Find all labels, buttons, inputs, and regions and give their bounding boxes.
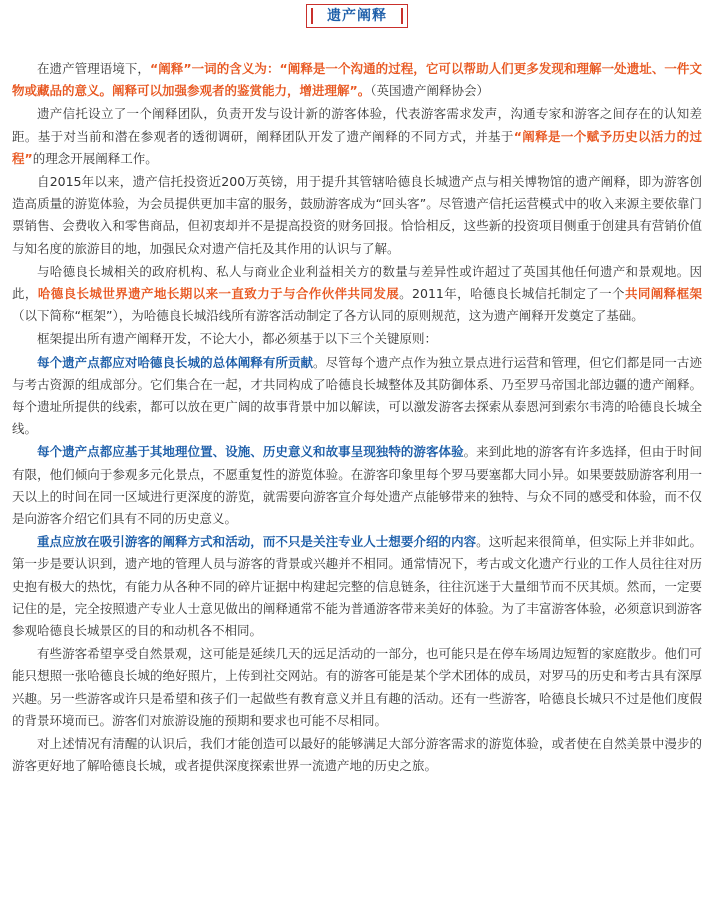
text-segment: （以下简称“框架”），为哈德良长城沿线所有游客活动制定了各方认同的原则规范，这为遗产阐释开发奠定了基础。 [12, 308, 644, 324]
paragraph-principle-2 [12, 441, 702, 530]
text-segment: 与哈德良长城相关的政府机构、私人与商业企业利益相关方的数量与差异性或许超过了英国其他任何遗产和景观地。因此， [12, 263, 702, 302]
section-title: 遗产阐释 [306, 4, 408, 28]
title-area [12, 0, 702, 34]
text-segment: （英国遗产阐释协会） [370, 83, 489, 99]
paragraph-investment [12, 171, 702, 260]
highlight-blue: 每个遗产点都应基于其地理位置、设施、历史意义和故事呈现独特的游客体验 [37, 444, 464, 460]
text-segment: 在遗产管理语境下， [37, 61, 150, 76]
paragraph-team [12, 103, 702, 170]
text-segment: 对上述情况有清醒的认识后，我们才能创造可以最好的能够满足大部分游客需求的游览体验，或者使在自然美景中漫步的游客更好地了解哈德良长城，或者提供深度探索世界一流遗产地的历史之旅。 [12, 736, 702, 774]
text-segment: 的理念开展阐释工作。 [32, 150, 158, 166]
paragraph-conclusion [12, 733, 702, 777]
paragraph-principle-3 [12, 531, 702, 642]
text-segment: 自2015年以来，遗产信托投资近200万英镑，用于提升其管辖哈德良长城遗产点与相关博物馆的遗产阐释，即为游客创造高质量的游览体验，为会员提供更加丰富的服务，鼓励游客成为“回头客”。尽管遗产信托运营模式中的收入来源主要依靠门票销售、会费收入和零售商品，但初衷却并不是提高投资的财务回报。恰恰相反，这些新的投资项目侧重于创建具有营销价值与知名度的旅游目的地，加强民众对遗产信托及其作用的认识与了解。 [12, 174, 702, 256]
highlight-red: 哈德良长城世界遗产地长期以来一直致力于与合作伙伴共同发展 [37, 286, 400, 302]
highlight-red: “阐释”一词的含义为：“阐释是一个沟通的过程，它可以帮助人们更多发现和理解一处遗址、一件文物或藏品的意义。阐释可以加强参观者的鉴赏能力，增进理解”。 [12, 61, 702, 99]
text-segment: 有些游客希望享受自然景观，这可能是延续几天的远足活动的一部分，也可能只是在停车场周边短暂的家庭散步。他们可能只想照一张哈德良长城的绝好照片，上传到社交网站。有的游客可能是某个学术团体的成员，对罗马的历史和考古具有深厚兴趣。另一些游客或许只是希望和孩子们一起做些有教育意义并且有趣的活动。还有一些游客，哈德良长城只不过是他们度假的背景环境而已。游客们对旅游设施的预期和要求也可能不尽相同。 [12, 646, 702, 728]
paragraph-definition [12, 58, 702, 102]
text-segment: 。2011年，哈德良长城信托制定了一个 [399, 286, 625, 302]
text-segment: 遗产信托设立了一个阐释团队，负责开发与设计新的游客体验，代表游客需求发声，沟通专家和游客之间存在的认知差距。基于对当前和潜在参观者的透彻调研，阐释团队开发了遗产阐释的不同方式，并基于 [12, 106, 702, 144]
paragraph-framework [12, 261, 702, 328]
article-body [12, 58, 702, 778]
text-segment: 。这听起来很简单，但实际上并非如此。第一步是要认识到，遗产地的管理人员与游客的背景或兴趣并不相同。通常情况下，考古或文化遗产行业的工作人员往往对历史抱有极大的热忱，有能力从各种不同的碎片证据中构建起完整的信息链条，往往沉迷于大量细节而不厌其烦。然而，一定要记住的是，完全按照遗产专业人士意见做出的阐释通常不能为普通游客带来美好的体验。为了丰富游客体验，必须意识到游客参观哈德良长城景区的目的和动机各不相同。 [12, 534, 702, 639]
paragraph-principles-intro [12, 328, 702, 350]
paragraph-principle-1 [12, 352, 702, 441]
highlight-blue: 每个遗产点都应对哈德良长城的总体阐释有所贡献 [37, 354, 314, 370]
highlight-blue: 重点应放在吸引游客的阐释方式和活动，而不只是关注专业人士想要介绍的内容 [37, 534, 477, 550]
paragraph-visitors [12, 643, 702, 732]
text-segment: 。来到此地的游客有许多选择，但由于时间有限，他们倾向于参观多元化景点，不愿重复性的游览体验。在游客印象里每个罗马要塞都大同小异。如果要鼓励游客利用一天以上的时间在同一区域进行更深度的游览，就需要向游客宣介每处遗产点能够带来的独特、与众不同的感受和体验，而不仅是向游客介绍它们具有不同的历史意义。 [12, 444, 702, 527]
highlight-red: 共同阐释框架 [624, 286, 702, 302]
text-segment: 。尽管每个遗产点作为独立景点进行运营和管理，但它们都是同一古迹与考古资源的组成部分。它们集合在一起，才共同构成了哈德良长城整体及其防御体系、乃至罗马帝国北部边疆的遗产阐释。每个遗址所提供的线索，都可以放在更广阔的故事背景中加以解读，可以激发游客去探索从泰恩河到索尔韦湾的哈德良长城全线。 [12, 354, 702, 437]
text-segment: 框架提出所有遗产阐释开发，不论大小，都必须基于以下三个关键原则： [37, 331, 438, 347]
highlight-red: “阐释是一个赋予历史以活力的过程” [12, 128, 702, 166]
